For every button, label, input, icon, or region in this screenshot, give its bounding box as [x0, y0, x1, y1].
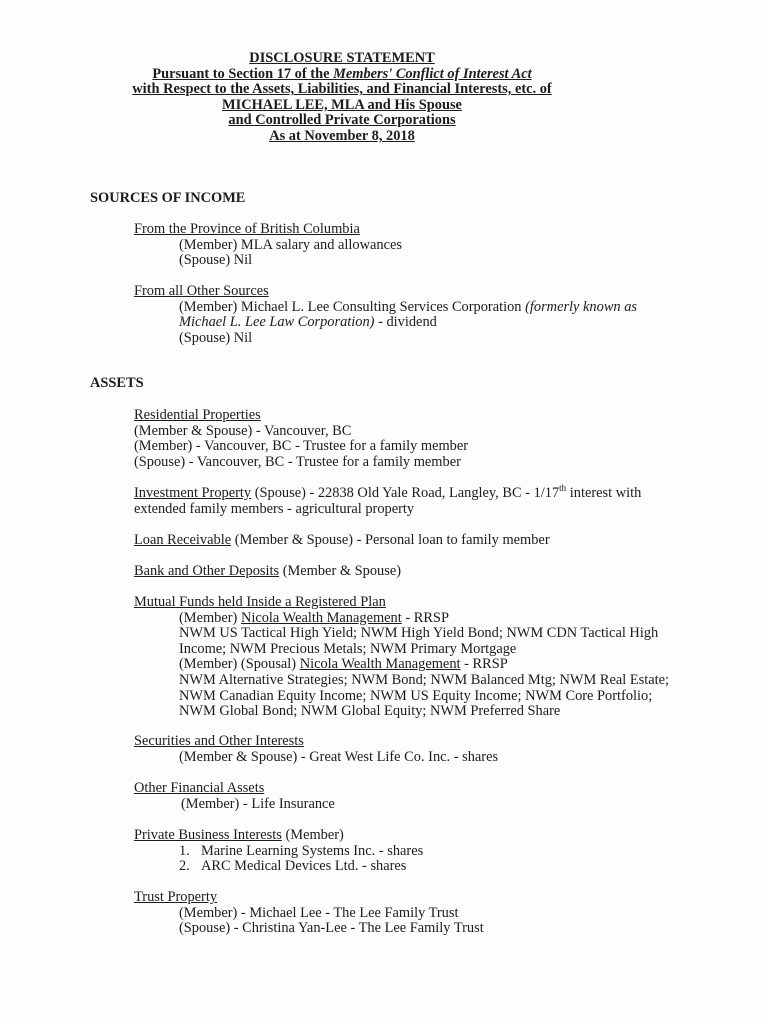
loan-section — [134, 533, 550, 549]
trust-item: (Member) - Michael Lee - The Lee Family Trust — [179, 904, 459, 921]
fund-list-line: NWM Global Bond; NWM Global Equity; NWM Preferred Share — [179, 703, 561, 720]
title-line-3: with Respect to the Assets, Liabilities, and Financial Interests, etc. of — [132, 81, 552, 98]
fund-list-line: NWM US Tactical High Yield; NWM High Yield Bond; NWM CDN Tactical High — [179, 625, 659, 642]
other-financial-item: (Member) - Life Insurance — [181, 795, 335, 812]
private-business-line — [134, 828, 423, 844]
title-line-2-text: Pursuant to Section 17 of the — [152, 65, 334, 82]
title-line-2 — [0, 67, 684, 83]
securities-item: (Member & Spouse) - Great West Life Co. Inc. - shares — [179, 748, 499, 765]
dividend-text: - dividend — [374, 314, 437, 331]
bank-label: Bank and Other Deposits — [134, 563, 280, 579]
loan-text: (Member & Spouse) - Personal loan to family member — [231, 532, 550, 548]
assets-heading: ASSETS — [90, 375, 144, 391]
investment-text: (Spouse) - 22838 Old Yale Road, Langley, BC - 1/17 — [251, 485, 560, 501]
former-corp-name: Michael L. Lee Law Corporation) — [179, 314, 375, 331]
list-number: 1. — [179, 842, 190, 859]
other-financial-section — [134, 781, 335, 812]
document-title — [0, 51, 684, 145]
trust-item: (Spouse) - Christina Yan-Lee - The Lee Family Trust — [179, 920, 484, 937]
list-item — [134, 844, 423, 860]
residential-item: (Member & Spouse) - Vancouver, BC — [134, 422, 352, 439]
investment-line-2: extended family members - agricultural property — [134, 500, 415, 517]
mutual-spousal-line — [134, 657, 669, 673]
investment-section — [134, 483, 642, 517]
trust-label: Trust Property — [134, 889, 218, 905]
investment-text-end: interest with — [566, 485, 642, 501]
private-business-text: (Member) — [281, 827, 344, 843]
former-name-note: (formerly known as — [525, 298, 638, 315]
other-financial-label: Other Financial Assets — [134, 780, 265, 796]
bc-income-section — [134, 222, 402, 269]
other-income-label: From all Other Sources — [134, 283, 269, 299]
loan-label: Loan Receivable — [134, 532, 232, 548]
mutual-member-prefix: (Member) — [179, 609, 241, 626]
list-item-text: ARC Medical Devices Ltd. - shares — [201, 858, 407, 875]
other-income-section — [134, 284, 637, 346]
title-line-5: and Controlled Private Corporations — [228, 112, 456, 129]
bc-income-member: (Member) MLA salary and allowances — [179, 236, 402, 253]
fund-list-line: Income; NWM Precious Metals; NWM Primary Mortgage — [179, 640, 517, 657]
other-income-member — [134, 300, 637, 316]
securities-section — [134, 734, 498, 765]
investment-line-1 — [134, 483, 642, 502]
private-business-label: Private Business Interests — [134, 827, 282, 843]
residential-label: Residential Properties — [134, 407, 261, 423]
ordinal-suffix: th — [559, 483, 567, 494]
act-name: Members' Conflict of Interest Act — [333, 65, 532, 82]
other-income-spouse: (Spouse) Nil — [179, 329, 253, 346]
mutual-member-line — [134, 611, 669, 627]
nwm-name: Nicola Wealth Management — [299, 656, 461, 673]
mutual-funds-section — [134, 595, 669, 720]
list-number: 2. — [179, 858, 190, 875]
trust-section — [134, 890, 484, 937]
bank-text: (Member & Spouse) — [279, 563, 401, 579]
title-line-6: As at November 8, 2018 — [269, 127, 415, 144]
mutual-spousal-prefix: (Member) (Spousal) — [179, 656, 300, 673]
mutual-funds-label: Mutual Funds held Inside a Registered Plan — [134, 594, 386, 610]
fund-list-line: NWM Canadian Equity Income; NWM US Equity Income; NWM Core Portfolio; — [179, 687, 653, 704]
fund-list-line: NWM Alternative Strategies; NWM Bond; NWM Balanced Mtg; NWM Real Estate; — [179, 671, 669, 688]
rrsp-text: - RRSP — [460, 656, 508, 673]
rrsp-text: - RRSP — [401, 609, 449, 626]
other-income-member-text: (Member) Michael L. Lee Consulting Services Corporation — [179, 298, 526, 315]
residential-item: (Spouse) - Vancouver, BC - Trustee for a family member — [134, 453, 461, 470]
income-heading: SOURCES OF INCOME — [90, 190, 246, 206]
nwm-name: Nicola Wealth Management — [240, 609, 402, 626]
other-income-member-cont — [134, 315, 637, 331]
title-line-4: MICHAEL LEE, MLA and His Spouse — [222, 96, 462, 113]
list-item — [134, 859, 423, 875]
bank-section — [134, 564, 401, 580]
residential-item: (Member) - Vancouver, BC - Trustee for a family member — [134, 438, 469, 455]
bc-income-spouse: (Spouse) Nil — [179, 252, 253, 269]
private-business-section — [134, 828, 423, 875]
residential-section — [134, 408, 468, 470]
investment-label: Investment Property — [134, 485, 252, 501]
securities-label: Securities and Other Interests — [134, 733, 304, 749]
list-item-text: Marine Learning Systems Inc. - shares — [201, 842, 424, 859]
title-line-1: DISCLOSURE STATEMENT — [249, 50, 435, 66]
bc-income-label: From the Province of British Columbia — [134, 221, 360, 237]
